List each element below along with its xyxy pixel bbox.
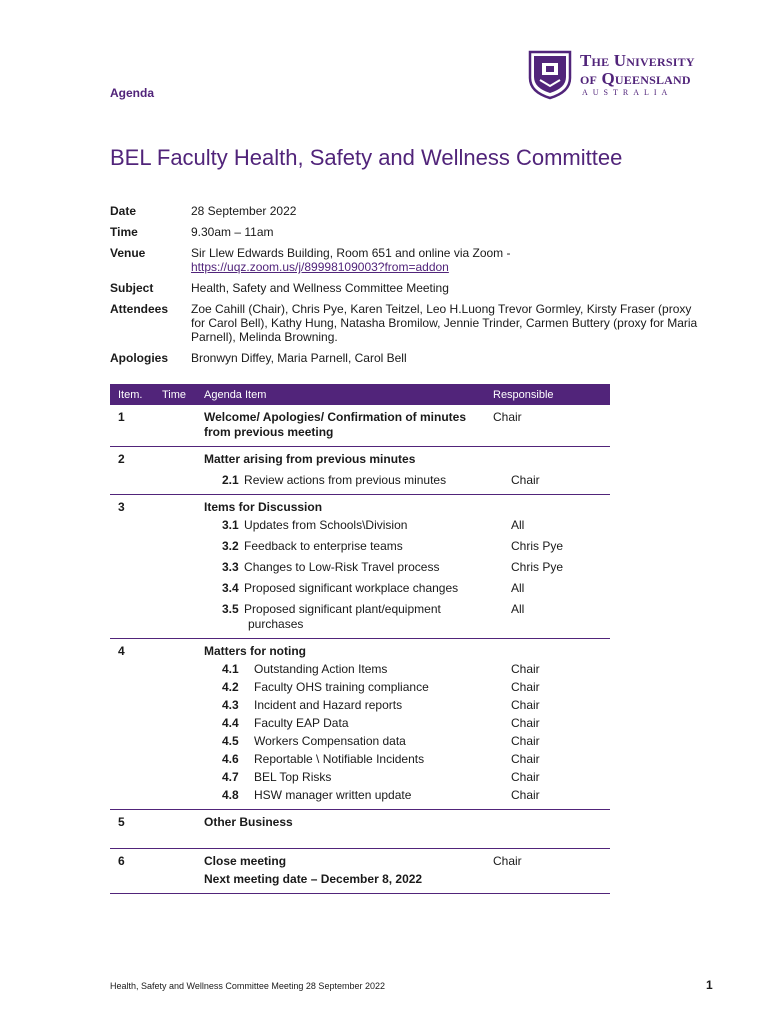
sub-item-text: Faculty OHS training compliance xyxy=(254,680,429,694)
responsible: Chair xyxy=(511,788,540,802)
sub-item-text: Review actions from previous minutes xyxy=(244,473,447,487)
date-label: Date xyxy=(110,204,137,218)
attendees-label: Attendees xyxy=(110,302,169,316)
sub-item xyxy=(204,518,511,533)
apologies-label: Apologies xyxy=(110,351,169,365)
sub-item xyxy=(204,602,511,632)
sub-item-text: Proposed significant plant/equipment xyxy=(244,602,441,616)
sub-item xyxy=(204,581,511,596)
agenda-item: Other Business xyxy=(204,815,293,829)
attendees-value: Zoe Cahill (Chair), Chris Pye, Karen Teitzel, Leo H.Luong Trevor Gormley, Kirsty Fraser (proxy for Carol Bell), Kathy Hung, Natasha Bromilow, Jennie Trinder, Carmen Buttery (proxy for Maria Parnell), Melinda Browning. xyxy=(191,302,698,344)
agenda-item: Matters for noting xyxy=(204,644,306,658)
agenda-item: Matter arising from previous minutes xyxy=(204,452,416,466)
table-row xyxy=(110,639,610,810)
responsible: Chair xyxy=(511,752,540,766)
sub-item-number: 3.4 xyxy=(222,581,239,595)
attendees-row xyxy=(110,302,710,344)
responsible: Chair xyxy=(511,473,540,487)
venue-text: Sir Llew Edwards Building, Room 651 and online via Zoom - xyxy=(191,246,511,260)
date-value: 28 September 2022 xyxy=(191,204,297,218)
sub-item xyxy=(204,473,511,488)
header-time: Time xyxy=(162,388,187,401)
venue-label: Venue xyxy=(110,246,146,260)
sub-item-number: 4.2 xyxy=(222,680,239,694)
sub-item-number: 2.1 xyxy=(222,473,239,487)
next-meeting-date: Next meeting date – December 8, 2022 xyxy=(204,872,423,886)
responsible: All xyxy=(511,518,525,532)
agenda-item: Welcome/ Apologies/ Confirmation of minutes from previous meeting xyxy=(204,410,467,439)
sub-item-text: Updates from Schools\Division xyxy=(244,518,408,532)
table-row xyxy=(110,405,610,447)
page-footer: Health, Safety and Wellness Committee Meeting 28 September 2022 xyxy=(110,981,385,991)
sub-item xyxy=(204,698,511,713)
responsible: All xyxy=(511,602,525,616)
sub-item-text: HSW manager written update xyxy=(254,788,412,802)
sub-item xyxy=(204,788,511,803)
table-row xyxy=(110,447,610,495)
responsible: Chair xyxy=(511,716,540,730)
responsible: Chair xyxy=(511,734,540,748)
item-number: 3 xyxy=(118,500,125,514)
sub-item xyxy=(204,770,511,785)
logo-line-2: of Queensland xyxy=(580,69,691,88)
zoom-link[interactable]: https://uqz.zoom.us/j/89998109003?from=addon xyxy=(191,260,449,274)
sub-item-number: 4.5 xyxy=(222,734,239,748)
sub-item-text: Reportable \ Notifiable Incidents xyxy=(254,752,425,766)
date-row xyxy=(110,204,710,218)
logo-country: AUSTRALIA xyxy=(582,88,673,97)
sub-item-number: 4.4 xyxy=(222,716,239,730)
subject-row xyxy=(110,281,710,295)
sub-item-number: 4.3 xyxy=(222,698,239,712)
header-agenda: Agenda Item xyxy=(204,388,267,401)
sub-item xyxy=(204,752,511,767)
subject-value: Health, Safety and Wellness Committee Meeting xyxy=(191,281,449,295)
time-label: Time xyxy=(110,225,138,239)
responsible: Chair xyxy=(511,680,540,694)
apologies-value: Bronwyn Diffey, Maria Parnell, Carol Bell xyxy=(191,351,407,365)
table-row xyxy=(110,810,610,849)
sub-item xyxy=(204,716,511,731)
uq-crest-icon xyxy=(528,50,572,100)
sub-item-number: 3.5 xyxy=(222,602,239,616)
venue-row xyxy=(110,246,710,274)
table-row xyxy=(110,495,610,639)
sub-item-text: BEL Top Risks xyxy=(254,770,332,784)
agenda-item: Close meeting xyxy=(204,854,287,868)
agenda-item: Items for Discussion xyxy=(204,500,323,514)
sub-item-text-continued: purchases xyxy=(248,617,304,631)
sub-item xyxy=(204,680,511,695)
sub-item-text: Feedback to enterprise teams xyxy=(244,539,403,553)
doc-type-label: Agenda xyxy=(110,86,155,100)
responsible: Chris Pye xyxy=(511,539,564,553)
item-number: 4 xyxy=(118,644,125,658)
sub-item-number: 4.7 xyxy=(222,770,239,784)
responsible: Chair xyxy=(511,698,540,712)
sub-item-text: Incident and Hazard reports xyxy=(254,698,403,712)
responsible: Chris Pye xyxy=(511,560,564,574)
sub-item xyxy=(204,539,511,554)
time-value: 9.30am – 11am xyxy=(191,225,274,239)
header-item: Item. xyxy=(118,388,143,401)
sub-item xyxy=(204,560,511,575)
item-number: 6 xyxy=(118,854,125,868)
sub-item-number: 3.3 xyxy=(222,560,239,574)
sub-item-number: 3.2 xyxy=(222,539,239,553)
agenda-table xyxy=(110,384,610,894)
page-title: BEL Faculty Health, Safety and Wellness Committee xyxy=(110,145,623,170)
table-header xyxy=(110,384,610,405)
responsible: Chair xyxy=(493,854,522,868)
meeting-details xyxy=(110,204,710,372)
logo-line-1: The University xyxy=(580,51,695,70)
sub-item-text: Outstanding Action Items xyxy=(254,662,388,676)
time-row xyxy=(110,225,710,239)
sub-item-number: 4.1 xyxy=(222,662,239,676)
item-number: 5 xyxy=(118,815,125,829)
sub-item-text: Changes to Low-Risk Travel process xyxy=(244,560,440,574)
sub-item xyxy=(204,662,511,677)
table-row xyxy=(110,849,610,894)
university-wordmark xyxy=(580,52,695,88)
header-responsible: Responsible xyxy=(493,388,554,401)
sub-item-number: 4.8 xyxy=(222,788,239,802)
uq-logo xyxy=(528,50,728,102)
item-number: 2 xyxy=(118,452,125,466)
sub-item-number: 4.6 xyxy=(222,752,239,766)
apologies-row xyxy=(110,351,710,365)
subject-label: Subject xyxy=(110,281,154,295)
item-number: 1 xyxy=(118,410,125,424)
sub-item-text: Faculty EAP Data xyxy=(254,716,349,730)
sub-item-text: Workers Compensation data xyxy=(254,734,406,748)
page-number: 1 xyxy=(706,978,713,992)
responsible: Chair xyxy=(511,770,540,784)
venue-value xyxy=(191,246,701,274)
responsible: All xyxy=(511,581,525,595)
sub-item-text: Proposed significant workplace changes xyxy=(244,581,459,595)
sub-item-number: 3.1 xyxy=(222,518,239,532)
responsible: Chair xyxy=(511,662,540,676)
sub-item xyxy=(204,734,511,749)
responsible: Chair xyxy=(493,410,522,424)
